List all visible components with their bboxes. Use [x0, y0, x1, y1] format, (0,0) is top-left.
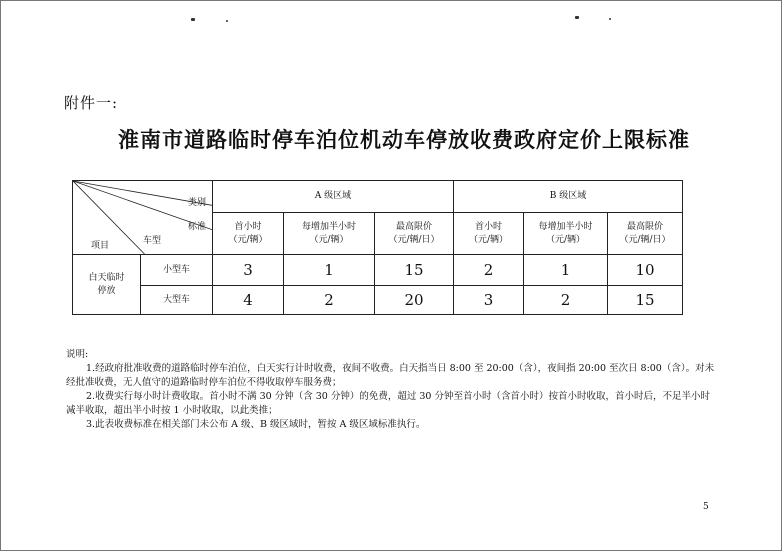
vehicle-type-cell: 大型车 [141, 286, 213, 315]
scan-speck [609, 18, 611, 20]
price-cell: 1 [284, 255, 375, 286]
price-cell: 15 [375, 255, 454, 286]
column-header: 每增加半小时 （元/辆） [284, 213, 375, 255]
column-header: 最高限价 （元/辆/日） [375, 213, 454, 255]
attachment-label: 附件一: [64, 94, 119, 112]
scan-speck [191, 18, 195, 21]
price-cell: 2 [284, 286, 375, 315]
column-header: 首小时 （元/辆） [213, 213, 284, 255]
scan-speck [575, 16, 579, 19]
zone-a-header: A 级区域 [213, 181, 454, 213]
price-cell: 20 [375, 286, 454, 315]
corner-label-category: 类别 [187, 198, 206, 208]
scan-speck [226, 20, 228, 22]
price-cell: 3 [213, 255, 284, 286]
page-number: 5 [703, 502, 709, 512]
note-item: 3.此表收费标准在相关部门未公布 A 级、B 级区域时，暂按 A 级区域标准执行。 [86, 419, 426, 430]
zone-b-header: B 级区域 [454, 181, 683, 213]
fee-standard-table [72, 180, 683, 315]
corner-label-vehicle-type: 车型 [143, 236, 162, 246]
corner-label-item: 项目 [91, 241, 110, 251]
vehicle-type-cell: 小型车 [141, 255, 213, 286]
column-header: 每增加半小时 （元/辆） [524, 213, 608, 255]
notes-section [66, 348, 716, 432]
table-corner-header [73, 181, 213, 255]
price-cell: 15 [608, 286, 683, 315]
corner-label-standard: 标准 [187, 222, 206, 232]
price-cell: 1 [524, 255, 608, 286]
note-item: 2.收费实行每小时计费收取。首小时不满 30 分钟（含 30 分钟）的免费，超过 30 分钟至首小时（含首小时）按首小时收取，首小时后，不足半小时减半收取，超出半小时按 1 小时收取，以此类推； [66, 391, 710, 416]
table-row [73, 255, 683, 286]
row-group-label: 白天临时 停放 [73, 255, 141, 315]
price-cell: 3 [454, 286, 524, 315]
column-header: 首小时 （元/辆） [454, 213, 524, 255]
price-cell: 2 [524, 286, 608, 315]
price-cell: 10 [608, 255, 683, 286]
column-header: 最高限价 （元/辆/日） [608, 213, 683, 255]
document-title: 淮南市道路临时停车泊位机动车停放收费政府定价上限标准 [118, 128, 690, 152]
price-cell: 2 [454, 255, 524, 286]
note-item: 1.经政府批准收费的道路临时停车泊位，白天实行计时收费，夜间不收费。白天指当日 8:00 至 20:00（含），夜间指 20:00 至次日 8:00（含）。对未经批准收费，无人值守的道路临时停车泊位不得收取停车服务费； [66, 363, 715, 388]
notes-heading: 说明: [66, 349, 89, 360]
table-row [73, 286, 683, 315]
price-cell: 4 [213, 286, 284, 315]
